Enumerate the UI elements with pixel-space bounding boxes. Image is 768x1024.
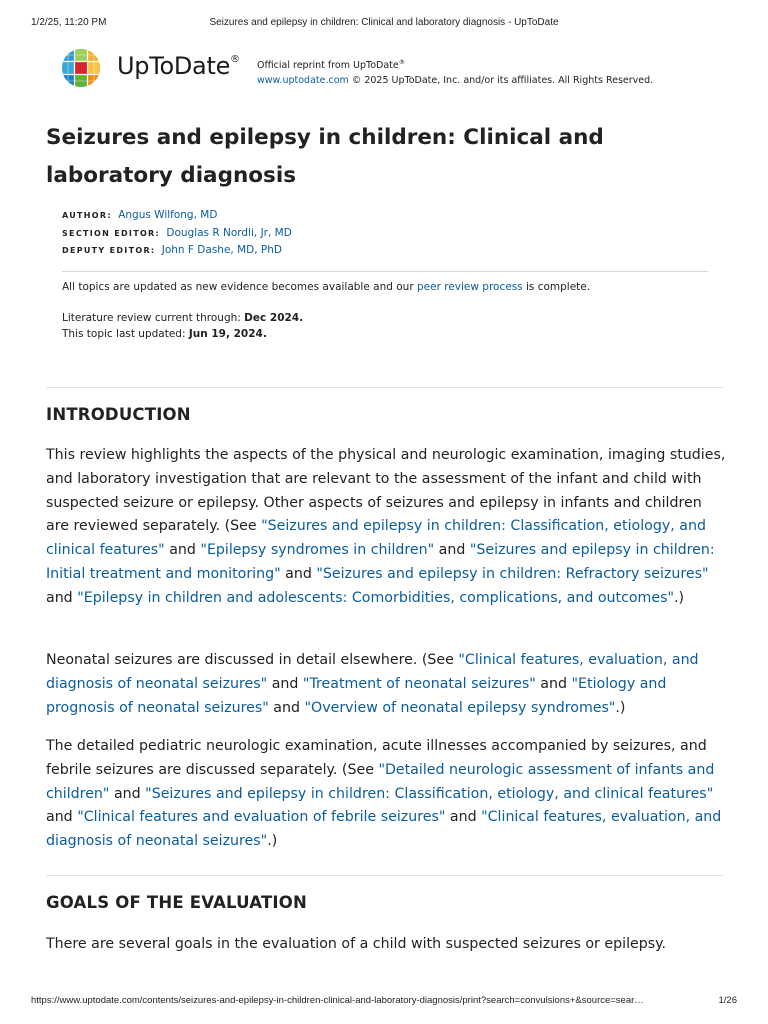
paragraph-text: and	[164, 542, 201, 559]
paragraph-text: and	[46, 809, 78, 826]
contributor-section-editor: SECTION EDITOR: Douglas R Nordli, Jr, MD	[62, 226, 292, 239]
paragraph-text: There are several goals in the evaluation of a child with suspected seizures or epilepsy.	[46, 936, 667, 952]
topic-link[interactable]: "Overview of neonatal epilepsy syndromes"	[304, 699, 616, 716]
topic-link[interactable]: "Clinical features and evaluation of febrile seizures"	[77, 809, 446, 826]
contributor-author: AUTHOR: Angus Wilfong, MD	[62, 209, 218, 221]
paragraph-text: and	[535, 675, 572, 692]
topic-link[interactable]: "Seizures and epilepsy in children: Refractory seizures"	[316, 565, 709, 582]
author-link[interactable]: Angus Wilfong, MD	[118, 209, 218, 221]
reprint-label: Official reprint from UpToDate	[257, 60, 399, 72]
paragraph-text: This review highlights the aspects of the physical and neurologic examination, imaging studies, and laboratory investigation that are relevant to the assessment of the infant and child with suspected seizure or epilepsy. Other aspects of seizures and epilepsy in infants and children are reviewed separately. (See	[46, 447, 726, 535]
topic-link[interactable]: "Etiology and prognosis of neonatal seizures"	[46, 675, 667, 716]
topic-link[interactable]: "Seizures and epilepsy in children: Classification, etiology, and clinical features"	[145, 785, 714, 802]
deputy-editor-link[interactable]: John F Dashe, MD, PhD	[161, 244, 282, 256]
section-editor-link[interactable]: Douglas R Nordli, Jr, MD	[166, 226, 292, 239]
literature-review-date: Literature review current through: Dec 2024.	[62, 312, 304, 324]
uptodate-site-link[interactable]: www.uptodate.com	[257, 75, 349, 87]
update-note: All topics are updated as new evidence becomes available and our peer review process is complete.	[62, 281, 591, 293]
paragraph-text: and	[280, 565, 317, 582]
paragraph-intro-2	[46, 649, 726, 720]
paragraph-goals-1	[46, 933, 726, 957]
section-heading-introduction: INTRODUCTION	[46, 405, 191, 424]
peer-review-link[interactable]: peer review process	[416, 281, 523, 293]
paragraph-text: and	[268, 699, 305, 716]
topic-link[interactable]: "Clinical features, evaluation, and diagnosis of neonatal seizures"	[46, 652, 699, 692]
paragraph-text: .)	[615, 699, 626, 716]
topic-link[interactable]: "Seizures and epilepsy in children: Initial treatment and monitoring"	[46, 542, 715, 582]
paragraph-intro-1	[46, 444, 726, 611]
section-heading-goals: GOALS OF THE EVALUATION	[46, 893, 307, 912]
topic-link[interactable]: "Clinical features, evaluation, and diagnosis of neonatal seizures"	[46, 809, 722, 850]
print-url: https://www.uptodate.com/contents/seizures-and-epilepsy-in-children-clinical-and-laboratory-diagnosis/print?search=convulsions+&source=sear…	[31, 995, 644, 1006]
paragraph-text: and	[46, 589, 78, 606]
section-divider	[46, 387, 724, 388]
paragraph-text: Neonatal seizures are discussed in detail elsewhere. (See	[46, 652, 459, 668]
uptodate-logo-text: UpToDate®	[117, 52, 240, 80]
reprint-notice: Official reprint from UpToDate® www.uptodate.com © 2025 UpToDate, Inc. and/or its affiliates. All Rights Reserved.	[257, 58, 654, 87]
topic-link[interactable]: "Detailed neurologic assessment of infants and children"	[46, 761, 715, 802]
topic-link[interactable]: "Seizures and epilepsy in children: Classification, etiology, and clinical features"	[46, 518, 706, 559]
copyright-text: © 2025 UpToDate, Inc. and/or its affiliates. All Rights Reserved.	[351, 75, 654, 87]
review-dates	[62, 310, 303, 342]
paragraph-text: and	[434, 542, 470, 559]
paragraph-text: The detailed pediatric neurologic examination, acute illnesses accompanied by seizures, and febrile seizures are discussed separately. (See	[46, 738, 707, 778]
paragraph-text: and	[445, 809, 482, 826]
topic-link[interactable]: "Treatment of neonatal seizures"	[302, 675, 536, 692]
paragraph-intro-3	[46, 735, 726, 854]
contributors	[62, 207, 292, 260]
topic-link[interactable]: "Epilepsy syndromes in children"	[200, 542, 435, 559]
paragraph-text: and	[267, 675, 303, 692]
last-updated-date: This topic last updated: Jun 19, 2024.	[62, 328, 267, 340]
article-title: Seizures and epilepsy in children: Clinical and laboratory diagnosis	[46, 125, 604, 188]
paragraph-text: .)	[674, 589, 685, 606]
print-doc-title: Seizures and epilepsy in children: Clinical and laboratory diagnosis - UpToDate	[209, 17, 559, 28]
paragraph-text: .)	[267, 833, 278, 850]
uptodate-logo-icon	[61, 48, 101, 88]
section-divider	[46, 875, 724, 876]
uptodate-logo[interactable]	[61, 48, 241, 90]
page-number: 1/26	[718, 995, 737, 1006]
paragraph-text: and	[109, 785, 146, 802]
topic-link[interactable]: "Epilepsy in children and adolescents: Comorbidities, complications, and outcomes"	[77, 589, 675, 606]
meta-divider	[62, 271, 708, 272]
print-date: 1/2/25, 11:20 PM	[31, 17, 107, 28]
print-header	[0, 17, 768, 31]
print-footer	[0, 995, 768, 1009]
contributor-deputy-editor: DEPUTY EDITOR: John F Dashe, MD, PhD	[62, 244, 282, 256]
